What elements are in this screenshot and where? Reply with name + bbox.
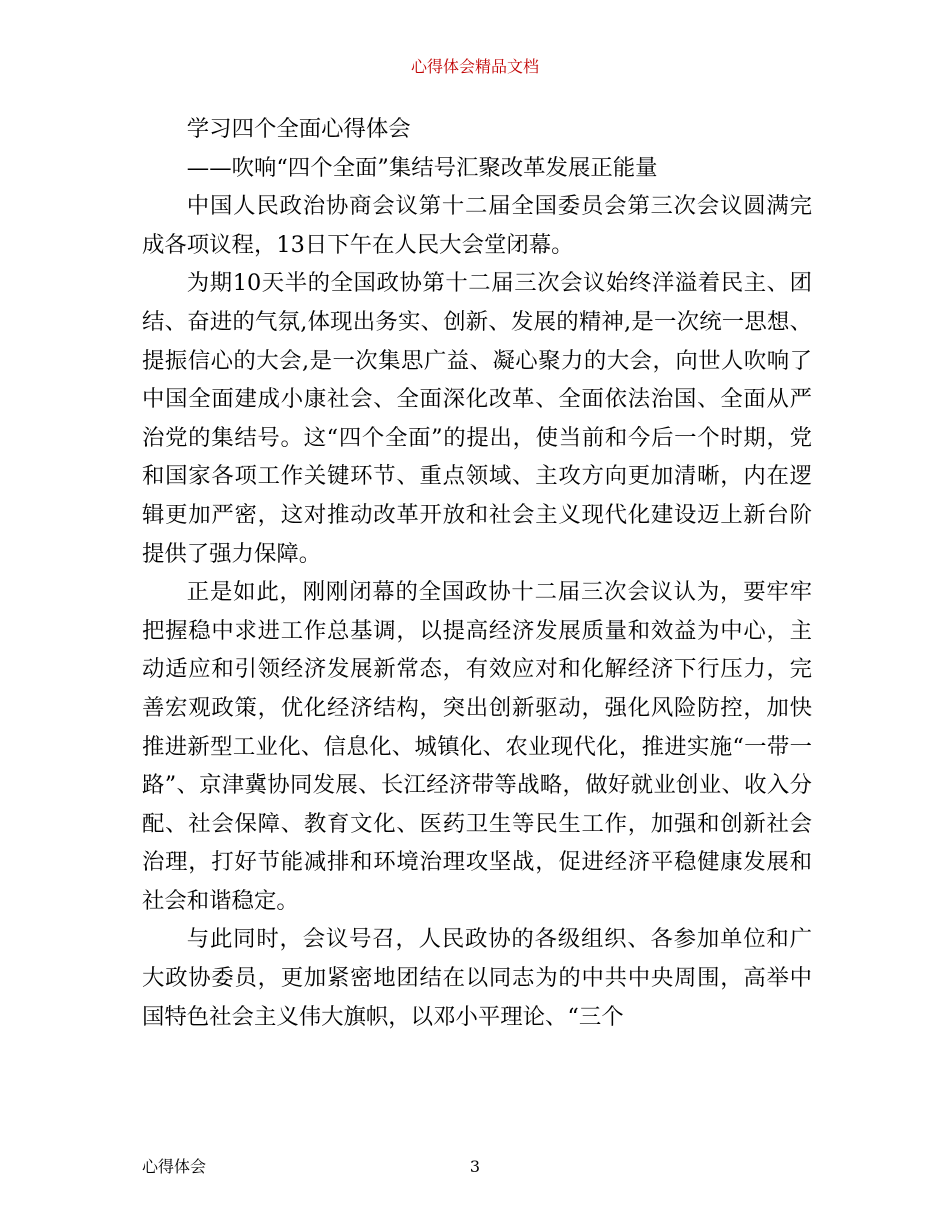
paragraph: 为期10天半的全国政协第十二届三次会议始终洋溢着民主、团结、奋进的气氛,体现出务实、创新、发展的精神,是一次统一思想、提振信心的大会,是一次集思广益、凝心聚力的大会，向世人吹响了中国全面建成小康社会、全面深化改革、全面依法治国、全面从严治党的集结号。这“四个全面”的提出，使当前和今后一个时期，党和国家各项工作关键环节、重点领域、主攻方向更加清晰，内在逻辑更加严密，这对推动改革开放和社会主义现代化建设迈上新台阶提供了强力保障。 bbox=[142, 270, 812, 567]
document-subtitle: ——吹响“四个全面”集结号汇聚改革发展正能量 bbox=[186, 154, 658, 181]
document-title: 学习四个全面心得体会 bbox=[186, 116, 411, 142]
page-header-title: 心得体会精品文档 bbox=[410, 57, 539, 76]
paragraph: 与此同时，会议号召，人民政协的各级组织、各参加单位和广大政协委员，更加紧密地团结在以同志为的中共中央周围，高举中国特色社会主义伟大旗帜，以邓小平理论、“三个 bbox=[142, 926, 812, 1030]
footer-label: 心得体会 bbox=[142, 1157, 207, 1176]
document-body bbox=[142, 110, 812, 1036]
paragraph: 正是如此，刚刚闭幕的全国政协十二届三次会议认为，要牢牢把握稳中求进工作总基调，以提高经济发展质量和效益为中心，主动适应和引领经济发展新常态，有效应对和化解经济下行压力，完善宏观政策，优化经济结构，突出创新驱动，强化风险防控，加快推进新型工业化、信息化、城镇化、农业现代化，推进实施“一带一路”、京津冀协同发展、长江经济带等战略，做好就业创业、收入分配、社会保障、教育文化、医药卫生等民生工作，加强和创新社会治理，打好节能减排和环境治理攻坚战，促进经济平稳健康发展和社会和谐稳定。 bbox=[142, 579, 812, 914]
paragraph: 中国人民政治协商会议第十二届全国委员会第三次会议圆满完成各项议程，13日下午在人民大会堂闭幕。 bbox=[142, 193, 812, 258]
page-number: 3 bbox=[469, 1157, 481, 1176]
